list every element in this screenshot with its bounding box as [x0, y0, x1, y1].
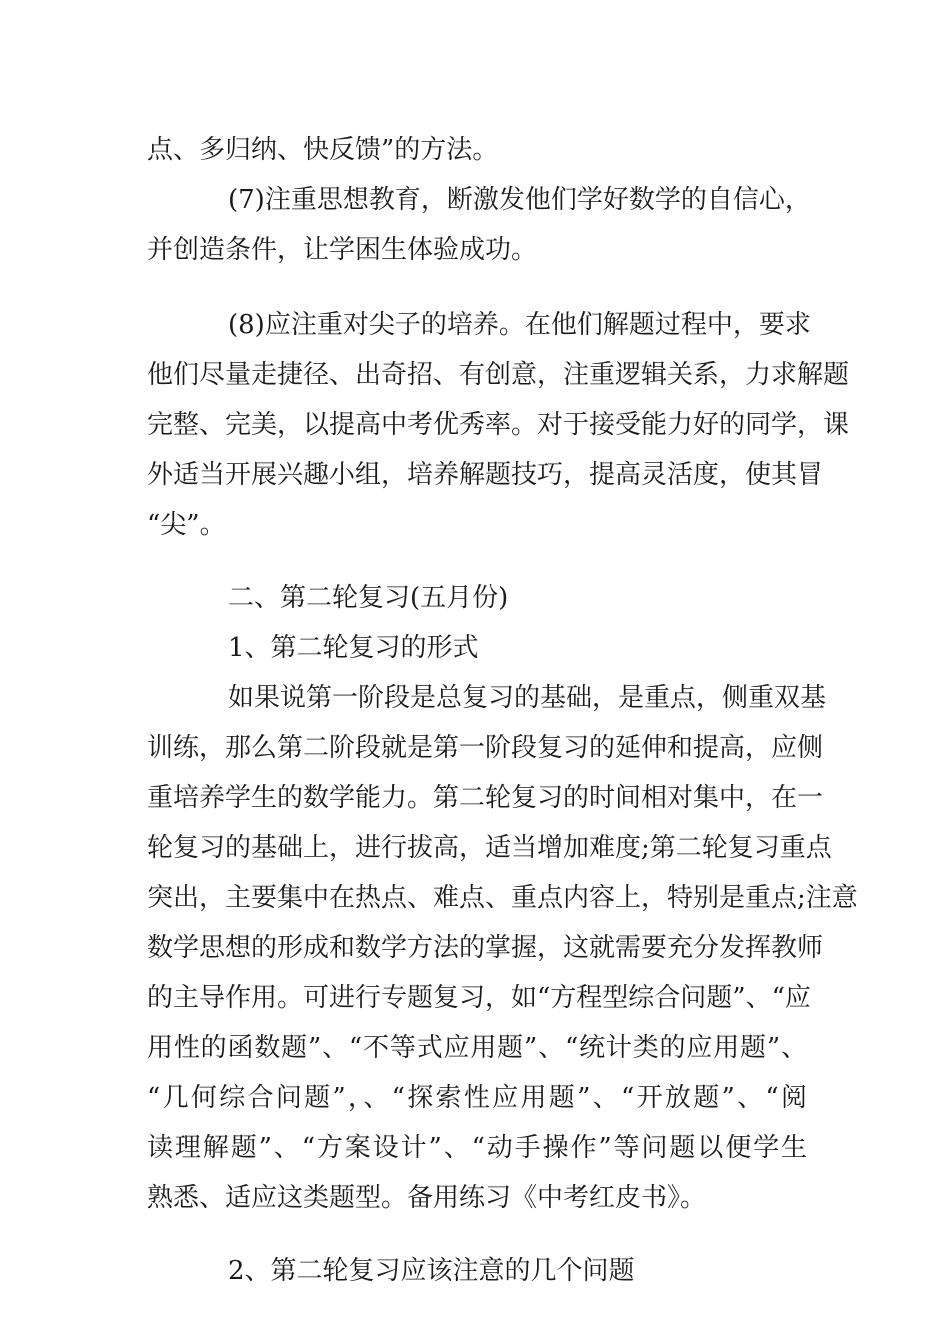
text-line: 突出，主要集中在热点、难点、重点内容上，特别是重点;注意: [147, 883, 858, 913]
text-line: 用性的函数题”、“不等式应用题”、“统计类的应用题”、: [147, 1033, 807, 1063]
text-line: 读理解题”、“方案设计”、“动手操作”等问题以便学生: [147, 1133, 807, 1163]
text-line: (7)注重思想教育，断激发他们学好数学的自信心，: [228, 185, 811, 215]
text-line: 他们尽量走捷径、出奇招、有创意，注重逻辑关系，力求解题: [147, 360, 850, 390]
text-line: 完整、完美，以提高中考优秀率。对于接受能力好的同学，课: [147, 410, 850, 440]
text-line: 训练，那么第二阶段就是第一阶段复习的延伸和提高，应侧: [147, 733, 824, 763]
text-line: 外适当开展兴趣小组，培养解题技巧，提高灵活度，使其冒: [147, 460, 824, 490]
text-line: “尖”。: [147, 510, 226, 540]
text-line: 并创造条件，让学困生体验成功。: [147, 235, 538, 265]
subsection-heading: 1、第二轮复习的形式: [228, 633, 479, 663]
text-line: 如果说第一阶段是总复习的基础，是重点，侧重双基: [228, 683, 827, 713]
subsection-heading: 2、第二轮复习应该注意的几个问题: [228, 1256, 635, 1286]
text-line: (8)应注重对尖子的培养。在他们解题过程中，要求: [228, 310, 811, 340]
text-line: 数学思想的形成和数学方法的掌握，这就需要充分发挥教师: [147, 933, 824, 963]
text-line: 轮复习的基础上，进行拔高，适当增加难度;第二轮复习重点: [147, 833, 832, 863]
text-line: “几何综合问题”，、“探索性应用题”、“开放题”、“阅: [147, 1083, 807, 1113]
section-heading: 二、第二轮复习(五月份): [228, 583, 509, 613]
text-line: 熟悉、适应这类题型。备用练习《中考红皮书》。: [147, 1183, 707, 1213]
text-line: 重培养学生的数学能力。第二轮复习的时间相对集中，在一: [147, 783, 824, 813]
text-line: 点、多归纳、快反馈”的方法。: [147, 135, 499, 165]
text-line: 的主导作用。可进行专题复习，如“方程型综合问题”、“应: [147, 983, 811, 1013]
